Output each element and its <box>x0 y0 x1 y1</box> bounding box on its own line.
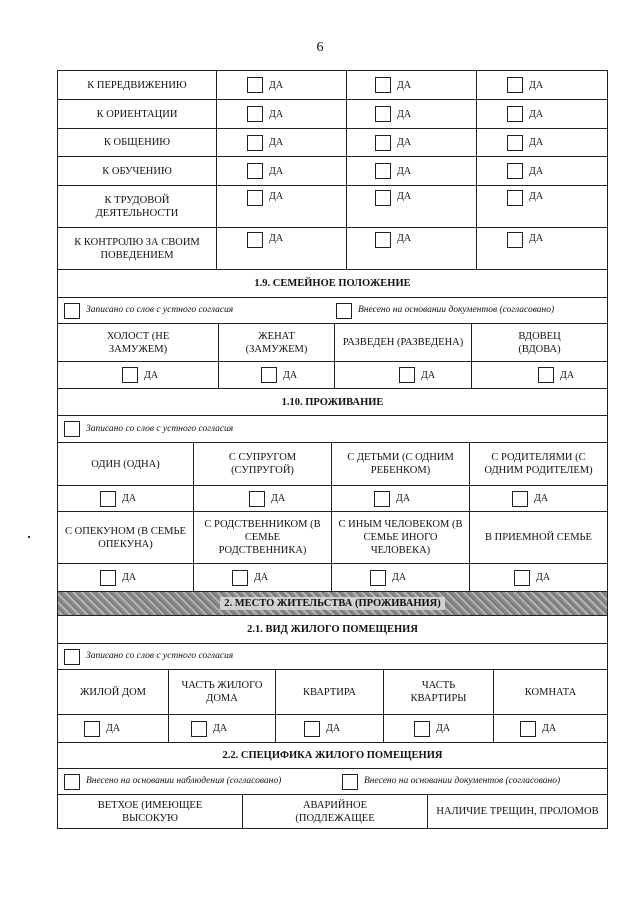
checkbox[interactable] <box>375 163 391 179</box>
checkbox[interactable] <box>514 570 530 586</box>
yes-label: ДА <box>397 165 412 177</box>
checkbox[interactable] <box>247 106 263 122</box>
checkbox[interactable] <box>232 570 248 586</box>
yes-label: ДА <box>392 572 407 583</box>
checkbox[interactable] <box>375 135 391 151</box>
form <box>57 70 608 829</box>
checkbox[interactable] <box>512 491 528 507</box>
ability-row <box>57 71 608 100</box>
checkbox[interactable] <box>247 77 263 93</box>
yes-label: ДА <box>542 723 557 734</box>
ability-label: К ПЕРЕДВИЖЕНИЮ <box>58 71 217 99</box>
column-header: ЧАСТЬ ЖИЛОГО ДОМА <box>169 670 276 714</box>
column-header: В ПРИЕМНОЙ СЕМЬЕ <box>485 532 592 543</box>
checkbox[interactable] <box>507 106 523 122</box>
answer-row <box>57 715 608 743</box>
column-header-row <box>57 795 608 829</box>
source-observation-label: Внесено на основании наблюдения (согласовано) <box>86 776 282 786</box>
section-header <box>57 616 608 644</box>
column-header: С СУПРУГОМ (СУПРУГОЙ) <box>194 443 332 485</box>
yes-label: ДА <box>534 493 549 504</box>
column-header: С ОПЕКУНОМ (В СЕМЬЕ ОПЕКУНА) <box>58 512 194 563</box>
checkbox[interactable] <box>414 721 430 737</box>
checkbox[interactable] <box>342 774 358 790</box>
checkbox[interactable] <box>122 367 138 383</box>
source-docs-label: Внесено на основании документов (согласовано) <box>358 305 555 315</box>
checkbox[interactable] <box>507 163 523 179</box>
checkbox[interactable] <box>247 135 263 151</box>
yes-label: ДА <box>529 137 544 148</box>
source-oral-label: Записано со слов с устного согласия <box>86 651 234 661</box>
ability-label: К ОБУЧЕНИЮ <box>58 157 217 185</box>
yes-label: ДА <box>397 233 412 244</box>
checkbox[interactable] <box>64 649 80 665</box>
yes-label: ДА <box>396 493 411 504</box>
yes-label: ДА <box>213 723 228 734</box>
checkbox[interactable] <box>100 570 116 586</box>
yes-label: ДА <box>436 723 451 734</box>
yes-label: ДА <box>529 233 544 244</box>
yes-label: ДА <box>536 572 551 583</box>
section-title: 1.10. ПРОЖИВАНИЕ <box>281 396 384 408</box>
answer-row <box>57 564 608 592</box>
source-row <box>57 644 608 670</box>
yes-label: ДА <box>529 79 544 91</box>
checkbox[interactable] <box>247 190 263 206</box>
yes-label: ДА <box>529 108 544 120</box>
column-header: С ДЕТЬМИ (С ОДНИМ РЕБЕНКОМ) <box>332 443 470 485</box>
column-header: ЖИЛОЙ ДОМ <box>58 670 169 714</box>
source-oral-label: Записано со слов с устного согласия <box>86 305 234 315</box>
column-header: ЧАСТЬ КВАРТИРЫ <box>384 670 494 714</box>
checkbox[interactable] <box>64 421 80 437</box>
yes-label: ДА <box>397 137 412 148</box>
yes-label: ДА <box>269 233 284 244</box>
yes-label: ДА <box>283 369 298 381</box>
section-header <box>57 270 608 298</box>
yes-label: ДА <box>529 165 544 177</box>
checkbox[interactable] <box>507 190 523 206</box>
yes-label: ДА <box>254 572 269 583</box>
ability-row <box>57 186 608 228</box>
column-header-row <box>57 670 608 715</box>
column-header-row <box>57 443 608 486</box>
ability-row <box>57 228 608 270</box>
answer-row <box>57 486 608 512</box>
yes-label: ДА <box>421 369 436 381</box>
column-header: РАЗВЕДЕН (РАЗВЕДЕНА) <box>335 324 472 361</box>
yes-label: ДА <box>122 572 137 583</box>
checkbox[interactable] <box>84 721 100 737</box>
ability-label: К ОРИЕНТАЦИИ <box>58 100 217 128</box>
yes-label: ДА <box>397 79 412 91</box>
checkbox[interactable] <box>261 367 277 383</box>
column-header: С ИНЫМ ЧЕЛОВЕКОМ (В СЕМЬЕ ИНОГО ЧЕЛОВЕКА) <box>332 512 470 563</box>
checkbox[interactable] <box>375 77 391 93</box>
section-header <box>57 389 608 416</box>
checkbox[interactable] <box>375 190 391 206</box>
column-header: КОМНАТА <box>524 686 577 698</box>
ability-row <box>57 157 608 186</box>
checkbox[interactable] <box>399 367 415 383</box>
answer-row <box>57 362 608 389</box>
section-banner <box>57 592 608 616</box>
checkbox[interactable] <box>507 232 523 248</box>
ability-row <box>57 129 608 157</box>
column-header: ЖЕНАТ (ЗАМУЖЕМ) <box>219 324 335 361</box>
yes-label: ДА <box>397 108 412 120</box>
section-title: 1.9. СЕМЕЙНОЕ ПОЛОЖЕНИЕ <box>254 278 411 289</box>
section-header <box>57 743 608 769</box>
yes-label: ДА <box>560 369 575 381</box>
checkbox[interactable] <box>538 367 554 383</box>
column-header: С РОДИТЕЛЯМИ (С ОДНИМ РОДИТЕЛЕМ) <box>484 452 593 476</box>
checkbox[interactable] <box>247 232 263 248</box>
column-header-row <box>57 512 608 564</box>
yes-label: ДА <box>326 723 341 734</box>
ability-label: К ТРУДОВОЙ ДЕЯТЕЛЬНОСТИ <box>58 186 217 227</box>
yes-label: ДА <box>529 191 544 202</box>
yes-label: ДА <box>271 493 286 504</box>
section-title: 2.2. СПЕЦИФИКА ЖИЛОГО ПОМЕЩЕНИЯ <box>222 750 443 761</box>
checkbox[interactable] <box>64 774 80 790</box>
column-header: НАЛИЧИЕ ТРЕЩИН, ПРОЛОМОВ <box>436 806 599 817</box>
page-number: 6 <box>316 40 324 55</box>
ability-label: К КОНТРОЛЮ ЗА СВОИМ ПОВЕДЕНИЕМ <box>58 228 217 269</box>
yes-label: ДА <box>144 369 159 381</box>
column-header: ВДОВЕЦ (ВДОВА) <box>518 330 561 355</box>
yes-label: ДА <box>122 493 137 504</box>
column-header: ОДИН (ОДНА) <box>58 443 194 485</box>
yes-label: ДА <box>397 191 412 202</box>
checkbox[interactable] <box>374 491 390 507</box>
yes-label: ДА <box>269 108 284 120</box>
source-row <box>57 769 608 795</box>
stray-mark <box>28 536 30 538</box>
column-header: ВЕТХОЕ (ИМЕЮЩЕЕ ВЫСОКУЮ <box>58 795 243 828</box>
checkbox[interactable] <box>375 106 391 122</box>
yes-label: ДА <box>269 165 284 177</box>
checkbox[interactable] <box>507 135 523 151</box>
column-header: С РОДСТВЕННИКОМ (В СЕМЬЕ РОДСТВЕННИКА) <box>194 512 332 563</box>
checkbox[interactable] <box>370 570 386 586</box>
checkbox[interactable] <box>249 491 265 507</box>
column-header: АВАРИЙНОЕ (ПОДЛЕЖАЩЕЕ <box>243 795 428 828</box>
source-row <box>57 416 608 443</box>
column-header: ХОЛОСТ (НЕ ЗАМУЖЕМ) <box>58 324 219 361</box>
source-oral-label: Записано со слов с устного согласия <box>86 423 234 434</box>
checkbox[interactable] <box>191 721 207 737</box>
yes-label: ДА <box>269 191 284 202</box>
column-header-row <box>57 324 608 362</box>
ability-row <box>57 100 608 129</box>
column-header: КВАРТИРА <box>276 670 384 714</box>
checkbox[interactable] <box>336 303 352 319</box>
ability-label: К ОБЩЕНИЮ <box>58 129 217 156</box>
checkbox[interactable] <box>375 232 391 248</box>
yes-label: ДА <box>269 137 284 148</box>
section-title: 2.1. ВИД ЖИЛОГО ПОМЕЩЕНИЯ <box>247 624 418 635</box>
source-docs-label: Внесено на основании документов (согласовано) <box>364 776 561 786</box>
section-title: 2. МЕСТО ЖИТЕЛЬСТВА (ПРОЖИВАНИЯ) <box>220 597 445 610</box>
checkbox[interactable] <box>64 303 80 319</box>
checkbox[interactable] <box>247 163 263 179</box>
checkbox[interactable] <box>100 491 116 507</box>
source-row <box>57 298 608 324</box>
checkbox[interactable] <box>304 721 320 737</box>
checkbox[interactable] <box>520 721 536 737</box>
yes-label: ДА <box>106 723 121 734</box>
yes-label: ДА <box>269 79 284 91</box>
checkbox[interactable] <box>507 77 523 93</box>
